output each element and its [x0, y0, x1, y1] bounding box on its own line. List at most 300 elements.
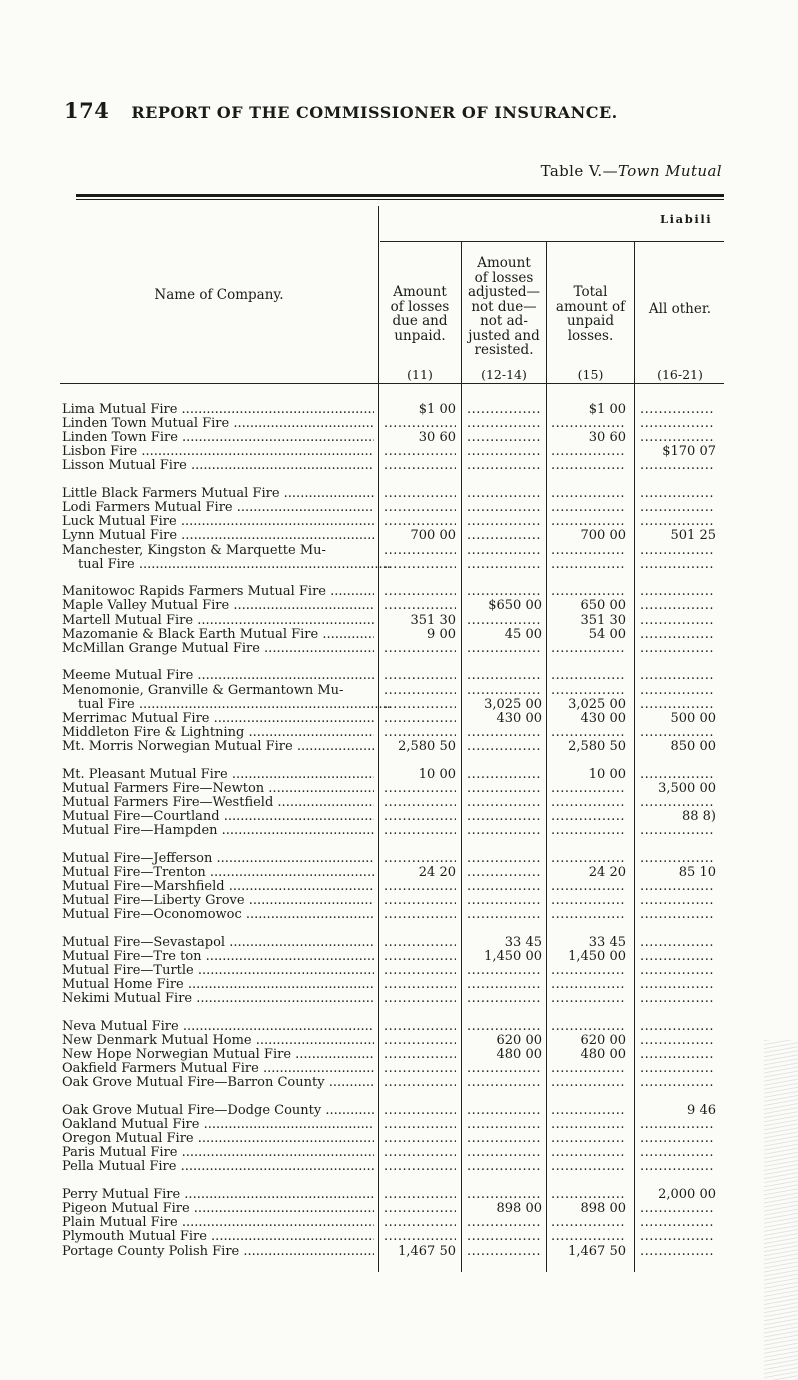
company-name: Oak Grove Mutual Fire—Barron County .....	[62, 1076, 374, 1090]
table-row	[0, 852, 798, 866]
leader-dots	[550, 894, 626, 908]
leader-dots	[466, 487, 542, 501]
table-row	[0, 866, 798, 880]
leader-dots	[466, 558, 542, 572]
column-number-1: (11)	[407, 367, 433, 382]
leader-dots	[550, 1076, 626, 1090]
leader-dots	[466, 669, 542, 683]
leader-dots	[466, 459, 542, 473]
leader-dots	[550, 669, 626, 683]
table-row	[0, 445, 798, 459]
company-name: Mutual Fire—Sevastapol .....	[62, 936, 374, 950]
leader-dots	[550, 1216, 626, 1230]
amount-value: 351 30	[410, 612, 456, 628]
top-thin-rule	[76, 199, 724, 200]
amount-value: 500 00	[670, 710, 716, 726]
leader-dots	[466, 1062, 542, 1076]
table-row	[0, 1048, 798, 1062]
leader-dots	[550, 964, 626, 978]
leader-dots	[638, 1216, 716, 1230]
company-name: Maple Valley Mutual Fire .....	[62, 599, 374, 613]
amount-value: 2,000 00	[658, 1187, 716, 1203]
leader-dots	[638, 796, 716, 810]
leader-dots	[466, 1230, 542, 1244]
leader-dots	[466, 417, 542, 431]
table-row	[0, 487, 798, 501]
company-name: Lisson Mutual Fire .....	[62, 459, 374, 473]
company-name: Lisbon Fire .....	[62, 445, 374, 459]
leader-dots	[638, 1146, 716, 1160]
leader-dots	[638, 642, 716, 656]
name-column-header: Name of Company.	[154, 287, 284, 303]
company-name: Manitowoc Rapids Farmers Mutual Fire .....	[62, 585, 374, 599]
leader-dots	[638, 417, 716, 431]
company-name: Mutual Fire—Liberty Grove .....	[62, 894, 374, 908]
leader-dots	[638, 1132, 716, 1146]
table-row	[0, 1034, 798, 1048]
amount-value: 430 00	[496, 710, 542, 726]
leader-dots	[550, 978, 626, 992]
leader-dots	[550, 585, 626, 599]
company-name: tual Fire .....	[78, 698, 390, 712]
company-name: New Hope Norwegian Mutual Fire .....	[62, 1048, 374, 1062]
table-row	[0, 712, 798, 726]
leader-dots	[384, 978, 456, 992]
leader-dots	[384, 1146, 456, 1160]
table-row	[0, 1160, 798, 1174]
leader-dots	[466, 585, 542, 599]
column-header-2: Amount of losses adjusted— not due— not ad- justed and resisted.	[467, 255, 541, 358]
company-name: Mutual Home Fire .....	[62, 978, 374, 992]
amount-value: 700 00	[410, 528, 456, 544]
header-bottom-rule	[60, 383, 724, 384]
leader-dots	[384, 1062, 456, 1076]
leader-dots	[550, 515, 626, 529]
company-name: Martell Mutual Fire .....	[62, 614, 374, 628]
amount-value: 898 00	[496, 1201, 542, 1217]
leader-dots	[384, 487, 456, 501]
leader-dots	[384, 585, 456, 599]
leader-dots	[638, 978, 716, 992]
company-name: Mt. Morris Norwegian Mutual Fire .....	[62, 740, 374, 754]
page-edge-speckle	[764, 1040, 798, 1380]
amount-value: 24 20	[588, 864, 626, 880]
leader-dots	[638, 684, 716, 698]
leader-dots	[638, 501, 716, 515]
amount-value: $170 07	[662, 444, 716, 460]
leader-dots	[466, 642, 542, 656]
leader-dots	[384, 712, 456, 726]
table-row	[0, 782, 798, 796]
table-row	[0, 810, 798, 824]
amount-value: 480 00	[496, 1047, 542, 1063]
company-name: Mt. Pleasant Mutual Fire .....	[62, 768, 374, 782]
leader-dots	[466, 614, 542, 628]
leader-dots	[384, 544, 456, 558]
leader-dots	[466, 1104, 542, 1118]
company-name: Plymouth Mutual Fire .....	[62, 1230, 374, 1244]
page-header	[64, 98, 618, 123]
leader-dots	[550, 796, 626, 810]
leader-dots	[550, 992, 626, 1006]
amount-value: 480 00	[580, 1047, 626, 1063]
company-name: Menomonie, Granville & Germantown Mu-	[62, 683, 344, 698]
leader-dots	[466, 1216, 542, 1230]
leader-dots	[466, 515, 542, 529]
company-name: Paris Mutual Fire .....	[62, 1146, 374, 1160]
column-header-1: Amount of losses due and unpaid.	[390, 284, 450, 344]
leader-dots	[466, 992, 542, 1006]
leader-dots	[638, 894, 716, 908]
amount-value: 9 46	[687, 1103, 716, 1118]
leader-dots	[550, 417, 626, 431]
company-name: Luck Mutual Fire .....	[62, 515, 374, 529]
amount-value: $650 00	[488, 598, 542, 614]
leader-dots	[550, 1062, 626, 1076]
leader-dots	[384, 894, 456, 908]
leader-dots	[550, 810, 626, 824]
leader-dots	[384, 950, 456, 964]
table-row	[0, 1216, 798, 1230]
company-name: Mutual Fire—Marshfield .....	[62, 880, 374, 894]
leader-dots	[384, 558, 456, 572]
leader-dots	[550, 459, 626, 473]
company-name: Oregon Mutual Fire .....	[62, 1132, 374, 1146]
table-row	[0, 684, 798, 698]
table-row	[0, 1230, 798, 1244]
company-name: Mutual Fire—Hampden .....	[62, 824, 374, 838]
table-row	[0, 544, 798, 558]
leader-dots	[638, 558, 716, 572]
table-row	[0, 431, 798, 445]
leader-dots	[384, 880, 456, 894]
leader-dots	[466, 852, 542, 866]
leader-dots	[638, 1020, 716, 1034]
leader-dots	[466, 1160, 542, 1174]
leader-dots	[638, 908, 716, 922]
leader-dots	[466, 880, 542, 894]
leader-dots	[638, 599, 716, 613]
leader-dots	[384, 1216, 456, 1230]
leader-dots	[550, 1118, 626, 1132]
column-number-4: (16-21)	[657, 367, 703, 382]
leader-dots	[466, 796, 542, 810]
leader-dots	[384, 824, 456, 838]
leader-dots	[550, 558, 626, 572]
leader-dots	[638, 1076, 716, 1090]
leader-dots	[384, 810, 456, 824]
amount-value: 54 00	[588, 626, 626, 642]
leader-dots	[550, 824, 626, 838]
leader-dots	[550, 1132, 626, 1146]
amount-value: 1,467 50	[568, 1243, 626, 1259]
table-row	[0, 992, 798, 1006]
amount-value: 3,025 00	[568, 696, 626, 712]
leader-dots	[550, 1188, 626, 1202]
company-name: Oakland Mutual Fire .....	[62, 1118, 374, 1132]
amount-value: 650 00	[580, 598, 626, 614]
leader-dots	[384, 1132, 456, 1146]
amount-value: 88 8)	[681, 808, 716, 824]
company-name: Portage County Polish Fire .....	[62, 1245, 374, 1259]
leader-dots	[384, 698, 456, 712]
leader-dots	[550, 1020, 626, 1034]
leader-dots	[384, 908, 456, 922]
leader-dots	[638, 1230, 716, 1244]
leader-dots	[638, 1160, 716, 1174]
table-row	[0, 628, 798, 642]
leader-dots	[638, 880, 716, 894]
company-name: Mutual Fire—Jefferson .....	[62, 852, 374, 866]
table-row	[0, 1062, 798, 1076]
amount-value: 1,450 00	[484, 948, 542, 964]
leader-dots	[466, 768, 542, 782]
leader-dots	[384, 501, 456, 515]
table-row	[0, 824, 798, 838]
table-row	[0, 1118, 798, 1132]
leader-dots	[638, 1034, 716, 1048]
leader-dots	[384, 1188, 456, 1202]
leader-dots	[466, 445, 542, 459]
company-name: Mazomanie & Black Earth Mutual Fire .....	[62, 628, 374, 642]
leader-dots	[466, 403, 542, 417]
amount-value: 501 25	[670, 528, 716, 544]
table-row	[0, 529, 798, 543]
company-name: Meeme Mutual Fire .....	[62, 669, 374, 683]
leader-dots	[466, 529, 542, 543]
leader-dots	[384, 599, 456, 613]
table-row	[0, 1245, 798, 1259]
table-row	[0, 501, 798, 515]
table-row	[0, 698, 798, 712]
amount-value: $1 00	[588, 402, 626, 417]
leader-dots	[550, 1230, 626, 1244]
table-row	[0, 1104, 798, 1118]
leader-dots	[384, 459, 456, 473]
amount-value: 3,025 00	[484, 696, 542, 712]
leader-dots	[384, 1104, 456, 1118]
leader-dots	[466, 1146, 542, 1160]
amount-value: 700 00	[580, 528, 626, 544]
table-row	[0, 964, 798, 978]
leader-dots	[550, 487, 626, 501]
table-row	[0, 978, 798, 992]
leader-dots	[466, 1020, 542, 1034]
leader-dots	[384, 1230, 456, 1244]
leader-dots	[550, 908, 626, 922]
amount-value: 620 00	[580, 1033, 626, 1048]
table-row	[0, 669, 798, 683]
leader-dots	[638, 1202, 716, 1216]
amount-value: 33 45	[588, 934, 626, 950]
leader-dots	[638, 936, 716, 950]
leader-dots	[384, 1034, 456, 1048]
table-row	[0, 1020, 798, 1034]
leader-dots	[638, 964, 716, 978]
leader-dots	[638, 992, 716, 1006]
company-name: McMillan Grange Mutual Fire .....	[62, 642, 374, 656]
company-name: Mutual Fire—Trenton .....	[62, 866, 374, 880]
leader-dots	[384, 1048, 456, 1062]
group-heading-rule	[380, 241, 724, 242]
page-number: 174	[64, 98, 110, 123]
company-name: Neva Mutual Fire .....	[62, 1020, 374, 1034]
company-name: Mutual Farmers Fire—Westfield .....	[62, 796, 374, 810]
amount-value: 10 00	[418, 766, 456, 782]
leader-dots	[466, 726, 542, 740]
leader-dots	[550, 684, 626, 698]
leader-dots	[466, 908, 542, 922]
table-row	[0, 796, 798, 810]
leader-dots	[550, 1146, 626, 1160]
company-name: Mutual Fire—Courtland .....	[62, 810, 374, 824]
column-number-3: (15)	[577, 367, 604, 382]
amount-value: 24 20	[418, 864, 456, 880]
leader-dots	[384, 1118, 456, 1132]
company-name: Linden Town Mutual Fire .....	[62, 417, 374, 431]
table-row	[0, 880, 798, 894]
leader-dots	[550, 782, 626, 796]
amount-value: 33 45	[504, 934, 542, 950]
leader-dots	[384, 1202, 456, 1216]
company-name: Plain Mutual Fire .....	[62, 1216, 374, 1230]
leader-dots	[384, 669, 456, 683]
leader-dots	[638, 950, 716, 964]
table-row	[0, 417, 798, 431]
amount-value: 351 30	[580, 612, 626, 628]
table-row	[0, 558, 798, 572]
amount-value: 620 00	[496, 1033, 542, 1048]
column-number-2: (12-14)	[481, 367, 527, 382]
leader-dots	[466, 740, 542, 754]
table-row	[0, 403, 798, 417]
amount-value: $1 00	[418, 402, 456, 417]
leader-dots	[466, 964, 542, 978]
leader-dots	[638, 459, 716, 473]
leader-dots	[638, 1118, 716, 1132]
amount-value: 30 60	[418, 430, 456, 446]
leader-dots	[384, 684, 456, 698]
company-name: Pigeon Mutual Fire .....	[62, 1202, 374, 1216]
leader-dots	[384, 417, 456, 431]
table-row	[0, 614, 798, 628]
company-name: New Denmark Mutual Home .....	[62, 1034, 374, 1048]
leader-dots	[550, 642, 626, 656]
company-name: Merrimac Mutual Fire .....	[62, 712, 374, 726]
table-row	[0, 768, 798, 782]
leader-dots	[384, 796, 456, 810]
leader-dots	[638, 1245, 716, 1259]
leader-dots	[638, 698, 716, 712]
leader-dots	[638, 669, 716, 683]
amount-value: 1,467 50	[398, 1243, 456, 1259]
leader-dots	[550, 544, 626, 558]
table-row	[0, 1076, 798, 1090]
table-row	[0, 740, 798, 754]
leader-dots	[466, 431, 542, 445]
leader-dots	[466, 866, 542, 880]
company-name: Lima Mutual Fire .....	[62, 403, 374, 417]
table-row	[0, 894, 798, 908]
leader-dots	[638, 544, 716, 558]
table-row	[0, 1146, 798, 1160]
amount-value: 898 00	[580, 1201, 626, 1217]
table-row	[0, 950, 798, 964]
company-name: Mutual Fire—Turtle .....	[62, 964, 374, 978]
company-name: Lodi Farmers Mutual Fire .....	[62, 501, 374, 515]
company-name: Mutual Fire—Oconomowoc .....	[62, 908, 374, 922]
leader-dots	[384, 642, 456, 656]
leader-dots	[638, 1062, 716, 1076]
leader-dots	[384, 726, 456, 740]
leader-dots	[384, 1076, 456, 1090]
leader-dots	[384, 515, 456, 529]
leader-dots	[638, 515, 716, 529]
column-header-4: All other.	[648, 301, 712, 317]
table-row	[0, 1132, 798, 1146]
leader-dots	[384, 1020, 456, 1034]
table-row	[0, 726, 798, 740]
top-double-rule	[76, 194, 724, 197]
amount-value: 1,450 00	[568, 948, 626, 964]
amount-value: 85 10	[678, 864, 716, 880]
company-name: tual Fire .....	[78, 558, 390, 572]
table-row	[0, 908, 798, 922]
amount-value: 30 60	[588, 430, 626, 446]
leader-dots	[638, 726, 716, 740]
leader-dots	[550, 880, 626, 894]
leader-dots	[638, 1048, 716, 1062]
leader-dots	[638, 628, 716, 642]
amount-value: 2,580 50	[568, 738, 626, 754]
table-row	[0, 1188, 798, 1202]
leader-dots	[638, 585, 716, 599]
leader-dots	[384, 992, 456, 1006]
company-name: Linden Town Fire .....	[62, 431, 374, 445]
table-title	[541, 162, 722, 180]
leader-dots	[638, 403, 716, 417]
leader-dots	[466, 810, 542, 824]
leader-dots	[638, 768, 716, 782]
leader-dots	[550, 852, 626, 866]
leader-dots	[466, 894, 542, 908]
company-name: Manchester, Kingston & Marquette Mu-	[62, 543, 326, 558]
amount-value: 45 00	[504, 626, 542, 642]
leader-dots	[384, 936, 456, 950]
company-name: Oak Grove Mutual Fire—Dodge County .....	[62, 1104, 374, 1118]
company-name: Mutual Fire—Tre ton .....	[62, 950, 374, 964]
company-name: Lynn Mutual Fire .....	[62, 529, 374, 543]
company-name: Oakfield Farmers Mutual Fire .....	[62, 1062, 374, 1076]
amount-value: 10 00	[588, 766, 626, 782]
leader-dots	[466, 1132, 542, 1146]
table-row	[0, 1202, 798, 1216]
column-header-3: Total amount of unpaid losses.	[555, 284, 626, 344]
leader-dots	[384, 964, 456, 978]
table-row	[0, 585, 798, 599]
leader-dots	[466, 1118, 542, 1132]
leader-dots	[550, 501, 626, 515]
amount-value: 430 00	[580, 710, 626, 726]
leader-dots	[550, 726, 626, 740]
amount-value: 9 00	[427, 626, 456, 642]
leader-dots	[466, 978, 542, 992]
leader-dots	[466, 544, 542, 558]
table-row	[0, 459, 798, 473]
liabilities-heading: Liabili	[660, 212, 713, 226]
company-name: Perry Mutual Fire .....	[62, 1188, 374, 1202]
table-row	[0, 642, 798, 656]
